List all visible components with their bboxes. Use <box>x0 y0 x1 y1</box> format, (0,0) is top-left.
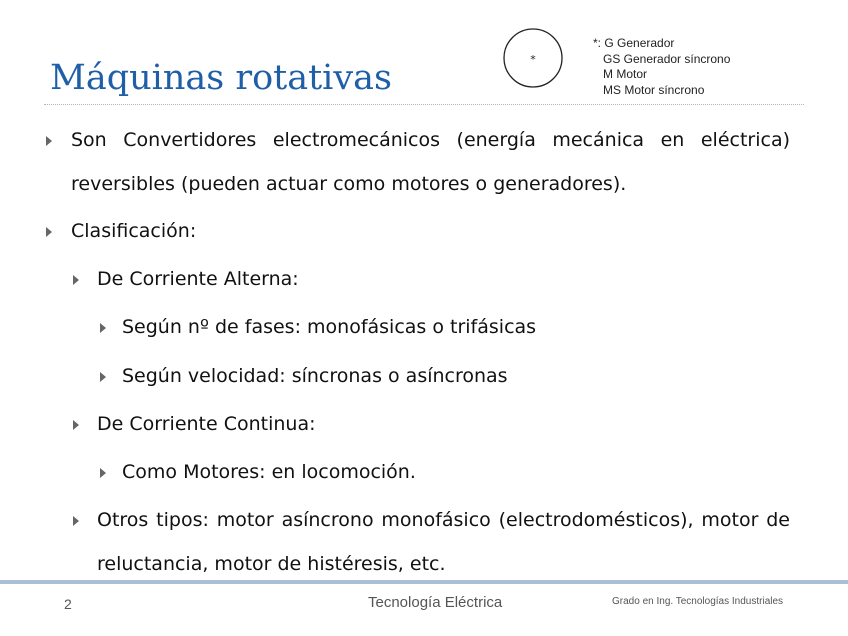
footer-bar <box>0 580 848 584</box>
symbol-mark: * <box>530 53 536 66</box>
triangle-right-bullet-icon <box>73 275 79 285</box>
bullet-otros-tipos-line2: reluctancia, motor de histéresis, etc. <box>97 553 446 575</box>
page-number: 2 <box>64 596 72 612</box>
bullet-clasificacion: Clasificación: <box>71 220 197 242</box>
triangle-right-bullet-icon <box>100 468 106 478</box>
legend-item-ms: MS Motor síncrono <box>603 82 705 97</box>
triangle-right-bullet-icon <box>73 516 79 526</box>
triangle-right-bullet-icon <box>73 420 79 430</box>
footer-degree: Grado en Ing. Tecnologías Industriales <box>612 596 784 607</box>
legend-item-g: *: G Generador <box>593 36 675 50</box>
bullet-otros-tipos-line1: Otros tipos: motor asíncrono monofásico (electrodomésticos), motor de <box>97 509 790 531</box>
bullet-motores: Como Motores: en locomoción. <box>122 461 416 483</box>
machine-legend <box>593 36 730 98</box>
triangle-right-bullet-icon <box>46 136 52 146</box>
bullet-corriente-continua: De Corriente Continua: <box>97 413 316 435</box>
bullet-convertidores-line2: reversibles (pueden actuar como motores o generadores). <box>71 173 627 195</box>
legend-item-m: M Motor <box>603 67 648 81</box>
bullet-convertidores-line1: Son Convertidores electromecánicos (energía mecánica en eléctrica) <box>71 129 790 151</box>
bullet-velocidad: Según velocidad: síncronas o asíncronas <box>122 365 508 387</box>
slide-title: Máquinas rotativas <box>50 58 392 98</box>
bullet-fases: Según nº de fases: monofásicas o trifásicas <box>122 316 537 338</box>
triangle-right-bullet-icon <box>100 323 106 333</box>
triangle-right-bullet-icon <box>46 227 52 237</box>
triangle-right-bullet-icon <box>100 372 106 382</box>
circle-machine-symbol-icon <box>503 28 563 88</box>
title-divider <box>44 104 804 105</box>
bullet-corriente-alterna: De Corriente Alterna: <box>97 268 299 290</box>
legend-item-gs: GS Generador síncrono <box>603 51 731 66</box>
footer-course: Tecnología Eléctrica <box>368 594 503 611</box>
